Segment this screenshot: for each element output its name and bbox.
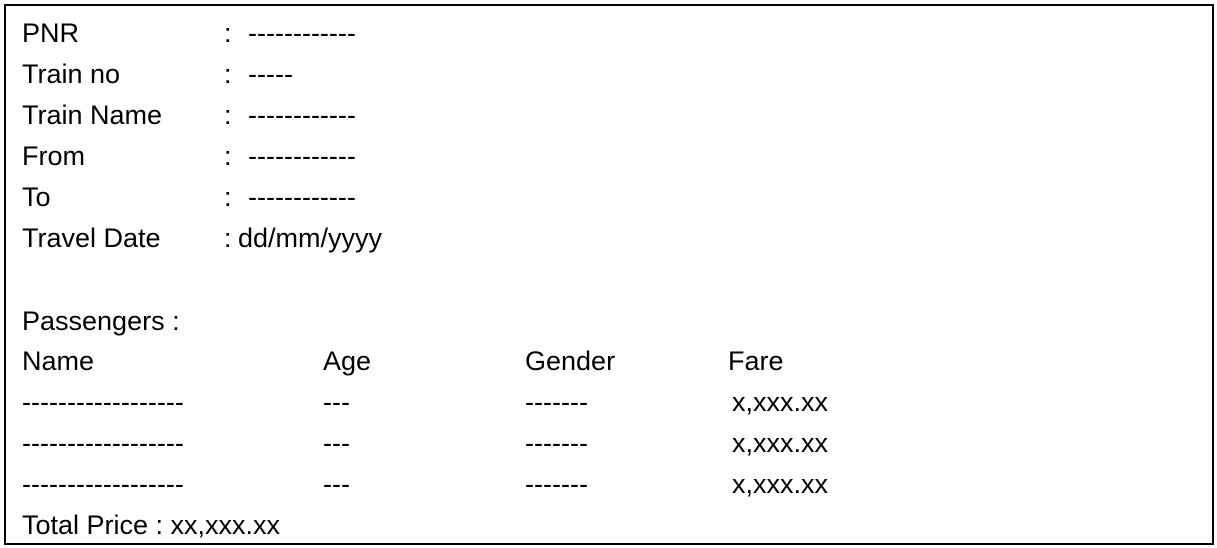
passenger-fare: x,xxx.xx: [732, 387, 829, 417]
passenger-fare: x,xxx.xx: [732, 469, 829, 499]
field-separator: :: [224, 182, 232, 212]
passenger-gender: -------: [525, 428, 588, 458]
passenger-age: ---: [323, 469, 350, 499]
passenger-age: ---: [323, 387, 350, 417]
field-separator: :: [224, 223, 232, 253]
passengers-heading: Passengers :: [22, 306, 180, 336]
column-header-age: Age: [323, 346, 372, 376]
field-separator: :: [224, 141, 232, 171]
ticket-box: [4, 4, 1214, 545]
field-label: Train Name: [22, 100, 163, 130]
total-price: Total Price : xx,xxx.xx: [22, 510, 281, 540]
column-header-name: Name: [22, 346, 95, 376]
field-value: ------------: [248, 182, 356, 212]
field-separator: :: [224, 59, 232, 89]
field-label: Travel Date: [22, 223, 161, 253]
field-value: ------------: [248, 100, 356, 130]
passenger-name: ------------------: [22, 469, 184, 499]
field-separator: :: [224, 18, 232, 48]
passenger-gender: -------: [525, 387, 588, 417]
field-label: Train no: [22, 59, 121, 89]
field-label: To: [22, 182, 51, 212]
field-value: ------------: [248, 18, 356, 48]
field-value: dd/mm/yyyy: [238, 223, 383, 253]
passenger-gender: -------: [525, 469, 588, 499]
passenger-name: ------------------: [22, 428, 184, 458]
field-label: From: [22, 141, 85, 171]
passenger-fare: x,xxx.xx: [732, 428, 829, 458]
field-label: PNR: [22, 18, 80, 48]
field-separator: :: [224, 100, 232, 130]
field-value: ------------: [248, 141, 356, 171]
passenger-age: ---: [323, 428, 350, 458]
column-header-gender: Gender: [525, 346, 616, 376]
field-value: -----: [248, 59, 293, 89]
column-header-fare: Fare: [728, 346, 784, 376]
passenger-name: ------------------: [22, 387, 184, 417]
